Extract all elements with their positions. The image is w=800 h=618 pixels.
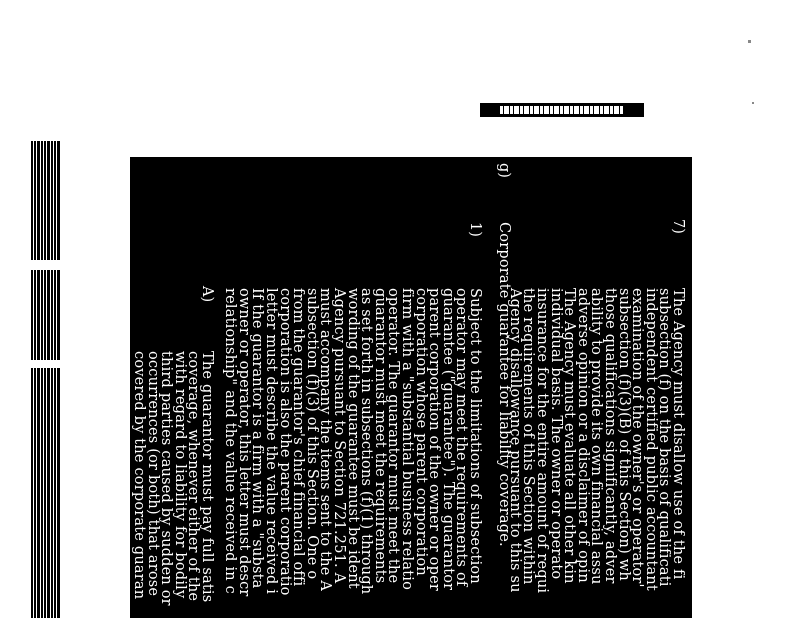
item-1-line: guarantor must meet the requirements <box>371 288 388 584</box>
item-1-line: relationship" and the value received in c <box>222 288 239 594</box>
item-1-line: letter must describe the value received i <box>263 288 279 595</box>
item-1-line: from the guarantor's chief financial offi <box>290 288 307 587</box>
item-1-line: owner or operator, this letter must descr <box>235 288 252 597</box>
item-1-line: guarantee ("guarantee"). The guarantor <box>439 288 456 591</box>
item-1-line: as set forth in subsections (f)(1) through <box>358 288 375 595</box>
header-stamp-mark <box>480 103 644 117</box>
item-1-line: If the guarantor is a firm with a "substa <box>249 288 266 589</box>
item-1-line: firm with a "substantial business relatio <box>399 288 415 591</box>
item-7-line: examination of the owner's or operator' <box>629 288 646 588</box>
item-g-heading: Corporate guarantee for liability coverage. <box>496 222 512 547</box>
item-7-line: subsection (f)(3)(B) of this Section) wh <box>615 288 632 581</box>
scan-edge-gap <box>31 260 61 270</box>
item-7-line: those qualifications significantly, adver <box>602 288 618 584</box>
inverted-page <box>130 157 692 618</box>
item-7-line: The Agency must evaluate all other kin <box>561 288 578 584</box>
scan-speck <box>748 40 751 43</box>
item-1-line: operator. The guarantor must meet the <box>385 288 402 584</box>
item-7-line: subsection (f) on the basis of qualificati <box>656 288 673 587</box>
item-1-line: Agency pursuant to Section 721.251. A <box>331 288 347 584</box>
item-a-line: The guarantor must pay full satis <box>199 351 215 603</box>
item-7-line: ability to provide its own financial assu <box>588 288 605 585</box>
item-1-line: must accompany the items sent to the A <box>317 288 334 591</box>
item-1-line: corporation whose parent corporation <box>412 288 429 576</box>
item-a-marker: A) <box>199 286 215 303</box>
scan-speck <box>752 102 754 104</box>
item-1-line: parent corporation of the owner or oper <box>426 288 443 591</box>
item-a-line: covered by the corporate guaran <box>131 351 147 600</box>
item-a-line: coverage, whenever either of the <box>185 351 202 602</box>
scan-edge-gap <box>31 360 61 368</box>
item-a-line: third parties caused by sudden or <box>158 351 175 606</box>
item-7-line: insurance for the entire amount of requi <box>534 288 550 594</box>
item-1-marker: 1) <box>467 222 483 237</box>
item-7-line: adverse opinion or a disclaimer of opin <box>574 288 591 583</box>
item-a-line: with regard to liability for bodily <box>171 351 188 599</box>
rotated-text-sheet <box>130 157 692 618</box>
item-1-line: operator may meet the requirements of <box>453 288 470 587</box>
item-1-line: subsection (f)(3) of this Section. One o <box>303 288 320 580</box>
item-1-line: wording of the guarantee must be ident <box>344 288 361 589</box>
item-g-marker: g) <box>496 163 512 178</box>
item-7-line: individual basis. The owner or operato <box>547 288 564 580</box>
item-7-line: independent certified public accountant <box>642 288 659 591</box>
item-7-line: the requirements of this Section within <box>520 288 537 585</box>
item-7-line: Agency disallowance pursuant to this su <box>506 288 523 593</box>
item-7-line: The Agency must disallow use of the fi <box>670 288 686 580</box>
scan-edge-strip <box>31 141 61 618</box>
item-1-line: Subject to the limitations of subsection <box>467 288 483 584</box>
item-7-marker: 7) <box>670 219 686 234</box>
item-a-line: occurrences (or both) that arose <box>144 351 161 597</box>
item-1-line: corporation is also the parent corporatio <box>276 288 293 596</box>
